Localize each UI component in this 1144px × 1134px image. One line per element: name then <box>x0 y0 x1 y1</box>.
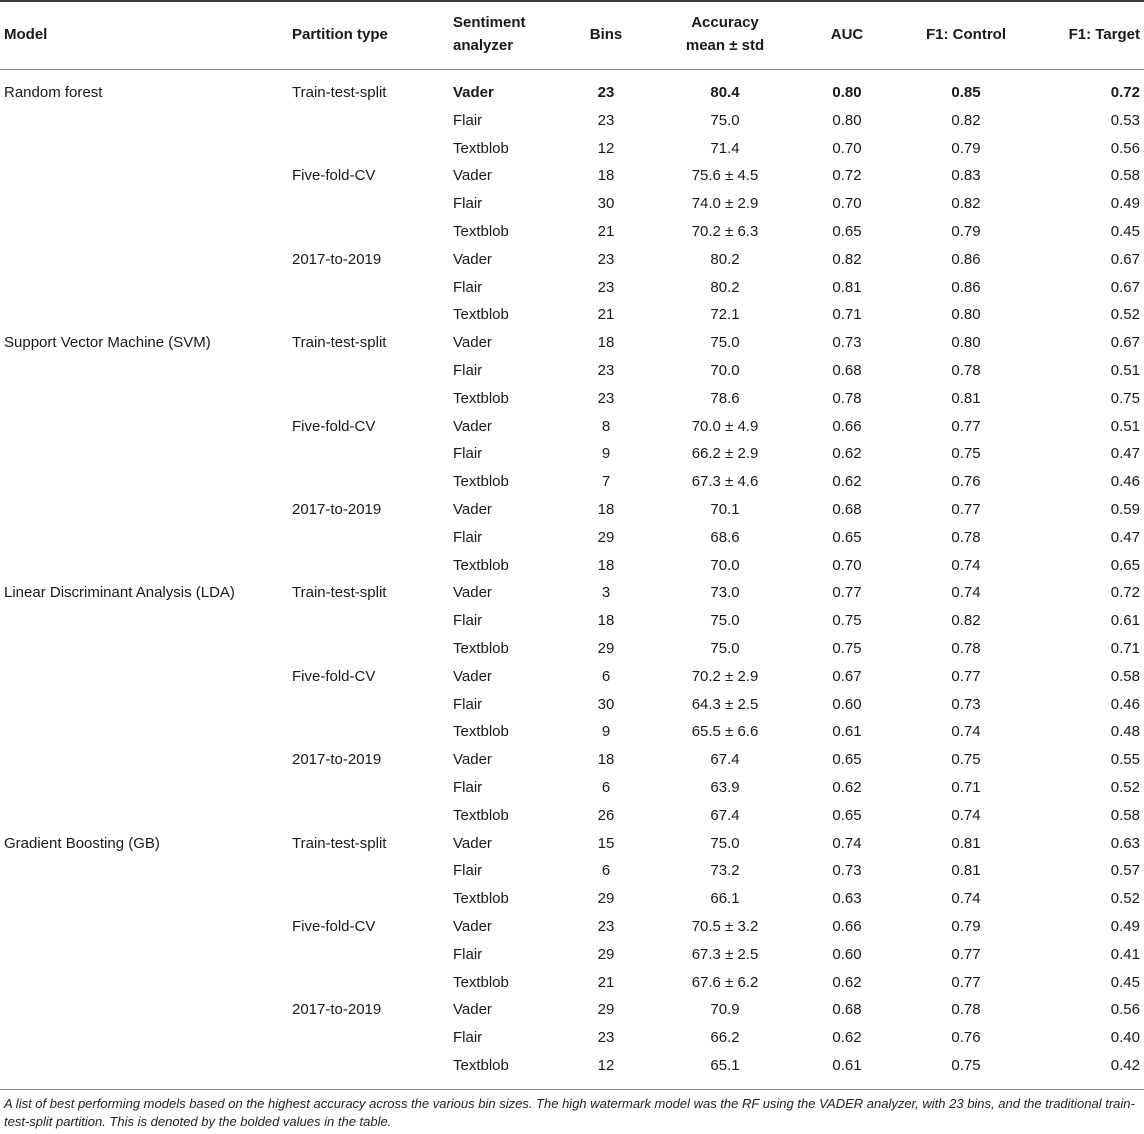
cell-f1-target: 0.51 <box>1110 417 1140 435</box>
cell-f1-target: 0.49 <box>1110 917 1140 935</box>
cell-partition-type: Train-test-split <box>292 334 387 352</box>
cell-f1-target: 0.47 <box>1110 528 1140 546</box>
cell-f1-target: 0.63 <box>1110 834 1140 852</box>
cell-auc: 0.73 <box>832 862 862 880</box>
table-row <box>0 190 1144 218</box>
cell-f1-control: 0.83 <box>951 167 981 185</box>
cell-auc: 0.62 <box>832 973 862 991</box>
cell-partition-type: Train-test-split <box>292 84 387 101</box>
cell-accuracy: 75.6 ± 4.5 <box>691 167 759 185</box>
cell-accuracy: 74.0 ± 2.9 <box>691 195 759 213</box>
table-row <box>0 774 1144 802</box>
cell-f1-control: 0.75 <box>951 1056 981 1074</box>
cell-sentiment-analyzer: Flair <box>453 528 483 546</box>
cell-sentiment-analyzer: Textblob <box>453 973 509 991</box>
cell-f1-target: 0.49 <box>1110 195 1140 213</box>
cell-accuracy: 66.2 ± 2.9 <box>691 445 759 463</box>
cell-bins: 18 <box>597 334 615 352</box>
cell-accuracy: 70.2 ± 6.3 <box>691 222 759 240</box>
cell-bins: 23 <box>597 1029 615 1047</box>
cell-auc: 0.71 <box>832 306 862 324</box>
header-sentiment-line2: analyzer <box>453 37 514 54</box>
cell-sentiment-analyzer: Textblob <box>453 473 509 491</box>
cell-sentiment-analyzer: Textblob <box>453 806 509 824</box>
cell-f1-target: 0.41 <box>1110 945 1140 963</box>
header-accuracy-line2: mean ± std <box>685 37 765 54</box>
cell-bins: 23 <box>597 250 615 268</box>
cell-partition-type: Train-test-split <box>292 834 387 852</box>
cell-f1-target: 0.72 <box>1110 84 1140 101</box>
cell-accuracy: 65.1 <box>710 1056 740 1074</box>
cell-f1-target: 0.47 <box>1110 445 1140 463</box>
cell-auc: 0.75 <box>832 612 862 630</box>
cell-f1-target: 0.55 <box>1110 751 1140 769</box>
cell-auc: 0.70 <box>832 195 862 213</box>
cell-f1-target: 0.40 <box>1110 1029 1140 1047</box>
cell-f1-target: 0.52 <box>1110 778 1140 796</box>
cell-accuracy: 73.0 <box>710 584 740 602</box>
cell-f1-target: 0.57 <box>1110 862 1140 880</box>
cell-f1-control: 0.82 <box>951 612 981 630</box>
cell-f1-control: 0.79 <box>951 222 981 240</box>
cell-sentiment-analyzer: Textblob <box>453 1056 509 1074</box>
cell-accuracy: 75.0 <box>710 639 740 657</box>
cell-auc: 0.65 <box>832 222 862 240</box>
cell-f1-control: 0.76 <box>951 473 981 491</box>
cell-f1-target: 0.45 <box>1110 973 1140 991</box>
cell-auc: 0.62 <box>832 1029 862 1047</box>
cell-f1-control: 0.78 <box>951 361 981 379</box>
table-row <box>0 607 1144 635</box>
cell-sentiment-analyzer: Vader <box>453 334 492 352</box>
cell-f1-target: 0.53 <box>1110 111 1140 129</box>
cell-sentiment-analyzer: Textblob <box>453 890 509 908</box>
cell-sentiment-analyzer: Flair <box>453 862 483 880</box>
cell-auc: 0.65 <box>832 806 862 824</box>
cell-auc: 0.65 <box>832 751 862 769</box>
cell-accuracy: 73.2 <box>710 862 740 880</box>
cell-bins: 26 <box>597 806 615 824</box>
cell-f1-control: 0.74 <box>951 806 981 824</box>
table-row <box>0 718 1144 746</box>
cell-f1-target: 0.42 <box>1110 1056 1140 1074</box>
header-partition-type: Partition type <box>292 26 388 43</box>
table-row <box>0 663 1144 691</box>
cell-bins: 18 <box>597 556 615 574</box>
cell-auc: 0.63 <box>832 890 862 908</box>
cell-auc: 0.61 <box>832 723 862 741</box>
cell-f1-control: 0.86 <box>951 278 981 296</box>
cell-bins: 6 <box>601 862 611 880</box>
table-caption: A list of best performing models based on the highest accuracy across the various bin sizes. The high watermark model was the RF using the VADER analyzer, with 23 bins, and the traditional train-test-split partition. This is denoted by the bolded values in the table. <box>4 1096 1135 1129</box>
cell-auc: 0.77 <box>832 584 862 602</box>
cell-f1-control: 0.74 <box>951 723 981 741</box>
cell-accuracy: 68.6 <box>710 528 740 546</box>
table-row <box>0 496 1144 524</box>
cell-accuracy: 65.5 ± 6.6 <box>691 723 759 741</box>
cell-model: Linear Discriminant Analysis (LDA) <box>4 584 235 602</box>
cell-f1-control: 0.78 <box>951 1001 981 1019</box>
cell-bins: 12 <box>597 1056 615 1074</box>
cell-sentiment-analyzer: Flair <box>453 695 483 713</box>
cell-sentiment-analyzer: Flair <box>453 278 483 296</box>
cell-bins: 9 <box>601 723 611 741</box>
cell-f1-target: 0.46 <box>1110 695 1140 713</box>
cell-f1-control: 0.85 <box>951 84 981 101</box>
cell-f1-target: 0.58 <box>1110 167 1140 185</box>
table-row <box>0 1024 1144 1052</box>
table-row <box>0 996 1144 1024</box>
cell-bins: 6 <box>601 778 611 796</box>
table-row <box>0 913 1144 941</box>
cell-model: Random forest <box>4 84 103 101</box>
cell-sentiment-analyzer: Flair <box>453 111 483 129</box>
table-row <box>0 413 1144 441</box>
cell-f1-control: 0.75 <box>951 751 981 769</box>
cell-sentiment-analyzer: Vader <box>453 1001 492 1019</box>
cell-bins: 29 <box>597 945 615 963</box>
cell-f1-target: 0.48 <box>1110 723 1140 741</box>
table-row <box>0 1052 1144 1080</box>
cell-auc: 0.66 <box>832 917 862 935</box>
table-row <box>0 830 1144 858</box>
cell-auc: 0.61 <box>832 1056 862 1074</box>
cell-f1-control: 0.74 <box>951 556 981 574</box>
cell-f1-control: 0.78 <box>951 528 981 546</box>
cell-auc: 0.62 <box>832 473 862 491</box>
cell-auc: 0.78 <box>832 389 862 407</box>
cell-auc: 0.80 <box>832 84 862 101</box>
header-bins: Bins <box>589 26 623 43</box>
cell-accuracy: 67.4 <box>710 751 740 769</box>
cell-f1-control: 0.79 <box>951 917 981 935</box>
cell-auc: 0.60 <box>832 695 862 713</box>
cell-accuracy: 75.0 <box>710 111 740 129</box>
cell-auc: 0.70 <box>832 139 862 157</box>
cell-sentiment-analyzer: Flair <box>453 945 483 963</box>
cell-f1-control: 0.74 <box>951 584 981 602</box>
cell-auc: 0.75 <box>832 639 862 657</box>
cell-f1-target: 0.51 <box>1110 361 1140 379</box>
header-sentiment-line1: Sentiment <box>453 14 526 31</box>
table-row <box>0 246 1144 274</box>
cell-f1-target: 0.45 <box>1110 222 1140 240</box>
cell-bins: 6 <box>601 667 611 685</box>
cell-bins: 8 <box>601 417 611 435</box>
cell-auc: 0.62 <box>832 778 862 796</box>
cell-auc: 0.68 <box>832 500 862 518</box>
cell-model: Gradient Boosting (GB) <box>4 834 160 852</box>
cell-accuracy: 70.0 <box>710 556 740 574</box>
cell-bins: 15 <box>597 834 615 852</box>
cell-f1-control: 0.71 <box>951 778 981 796</box>
cell-accuracy: 70.9 <box>710 1001 740 1019</box>
cell-f1-target: 0.65 <box>1110 556 1140 574</box>
cell-accuracy: 75.0 <box>710 334 740 352</box>
cell-partition-type: 2017-to-2019 <box>292 751 382 769</box>
cell-accuracy: 63.9 <box>710 778 740 796</box>
cell-accuracy: 80.4 <box>710 84 740 101</box>
cell-auc: 0.65 <box>832 528 862 546</box>
table-row <box>0 357 1144 385</box>
cell-bins: 18 <box>597 612 615 630</box>
cell-f1-control: 0.82 <box>951 111 981 129</box>
table-row <box>0 857 1144 885</box>
cell-bins: 23 <box>597 361 615 379</box>
cell-auc: 0.73 <box>832 334 862 352</box>
cell-bins: 29 <box>597 528 615 546</box>
cell-f1-target: 0.67 <box>1110 278 1140 296</box>
cell-bins: 9 <box>601 445 611 463</box>
cell-accuracy: 67.3 ± 2.5 <box>691 945 759 963</box>
cell-f1-control: 0.81 <box>951 862 981 880</box>
cell-sentiment-analyzer: Textblob <box>453 389 509 407</box>
table-row <box>0 79 1144 107</box>
cell-f1-control: 0.77 <box>951 973 981 991</box>
cell-f1-control: 0.76 <box>951 1029 981 1047</box>
cell-bins: 7 <box>601 473 611 491</box>
table-row <box>0 969 1144 997</box>
cell-sentiment-analyzer: Flair <box>453 445 483 463</box>
cell-f1-target: 0.72 <box>1110 584 1140 602</box>
cell-f1-control: 0.81 <box>951 834 981 852</box>
cell-bins: 18 <box>597 751 615 769</box>
cell-auc: 0.66 <box>832 417 862 435</box>
cell-sentiment-analyzer: Vader <box>453 84 494 101</box>
table-row <box>0 941 1144 969</box>
table-row <box>0 635 1144 663</box>
cell-bins: 29 <box>597 639 615 657</box>
cell-f1-target: 0.67 <box>1110 250 1140 268</box>
cell-accuracy: 70.5 ± 3.2 <box>691 917 759 935</box>
cell-f1-control: 0.77 <box>951 417 981 435</box>
cell-bins: 30 <box>597 695 615 713</box>
cell-partition-type: Five-fold-CV <box>292 917 376 935</box>
table-row <box>0 746 1144 774</box>
cell-sentiment-analyzer: Vader <box>453 500 492 518</box>
cell-bins: 21 <box>597 973 615 991</box>
table-row <box>0 691 1144 719</box>
cell-accuracy: 66.2 <box>710 1029 740 1047</box>
cell-accuracy: 70.0 <box>710 361 740 379</box>
cell-sentiment-analyzer: Flair <box>453 612 483 630</box>
cell-sentiment-analyzer: Vader <box>453 751 492 769</box>
cell-accuracy: 67.3 ± 4.6 <box>691 473 759 491</box>
table-row <box>0 162 1144 190</box>
table-header <box>0 0 1144 69</box>
cell-partition-type: Five-fold-CV <box>292 167 376 185</box>
table-row <box>0 301 1144 329</box>
cell-bins: 23 <box>597 389 615 407</box>
cell-bins: 29 <box>597 890 615 908</box>
cell-f1-target: 0.61 <box>1110 612 1140 630</box>
cell-f1-target: 0.56 <box>1110 1001 1140 1019</box>
cell-auc: 0.62 <box>832 445 862 463</box>
cell-bins: 23 <box>597 917 615 935</box>
table-row <box>0 107 1144 135</box>
table-row <box>0 552 1144 580</box>
table-row <box>0 468 1144 496</box>
cell-partition-type: Five-fold-CV <box>292 667 376 685</box>
cell-sentiment-analyzer: Vader <box>453 584 492 602</box>
cell-sentiment-analyzer: Vader <box>453 667 492 685</box>
cell-bins: 21 <box>597 306 615 324</box>
header-accuracy-line1: Accuracy <box>691 14 759 31</box>
cell-sentiment-analyzer: Textblob <box>453 139 509 157</box>
cell-f1-target: 0.71 <box>1110 639 1140 657</box>
cell-sentiment-analyzer: Flair <box>453 778 483 796</box>
cell-partition-type: Five-fold-CV <box>292 417 376 435</box>
table-body <box>0 79 1144 1080</box>
cell-f1-control: 0.80 <box>951 334 981 352</box>
table-row <box>0 579 1144 607</box>
cell-accuracy: 66.1 <box>710 890 740 908</box>
cell-bins: 23 <box>597 111 615 129</box>
cell-sentiment-analyzer: Textblob <box>453 222 509 240</box>
cell-accuracy: 67.4 <box>710 806 740 824</box>
header-f1-target: F1: Target <box>1068 26 1140 43</box>
cell-accuracy: 78.6 <box>710 389 740 407</box>
cell-auc: 0.60 <box>832 945 862 963</box>
cell-f1-target: 0.46 <box>1110 473 1140 491</box>
cell-bins: 21 <box>597 222 615 240</box>
cell-accuracy: 75.0 <box>710 834 740 852</box>
cell-sentiment-analyzer: Vader <box>453 917 492 935</box>
cell-f1-control: 0.79 <box>951 139 981 157</box>
cell-accuracy: 70.1 <box>710 500 740 518</box>
cell-accuracy: 71.4 <box>710 139 740 157</box>
cell-sentiment-analyzer: Vader <box>453 417 492 435</box>
cell-accuracy: 80.2 <box>710 250 740 268</box>
cell-auc: 0.68 <box>832 1001 862 1019</box>
cell-bins: 23 <box>597 84 615 101</box>
cell-auc: 0.81 <box>832 278 862 296</box>
cell-bins: 18 <box>597 500 615 518</box>
cell-partition-type: 2017-to-2019 <box>292 1001 382 1019</box>
cell-accuracy: 70.2 ± 2.9 <box>691 667 759 685</box>
cell-sentiment-analyzer: Flair <box>453 1029 483 1047</box>
cell-sentiment-analyzer: Flair <box>453 361 483 379</box>
cell-partition-type: 2017-to-2019 <box>292 250 382 268</box>
cell-accuracy: 72.1 <box>710 306 740 324</box>
cell-accuracy: 80.2 <box>710 278 740 296</box>
cell-auc: 0.82 <box>832 250 862 268</box>
cell-sentiment-analyzer: Textblob <box>453 723 509 741</box>
cell-auc: 0.74 <box>832 834 862 852</box>
cell-f1-control: 0.81 <box>951 389 981 407</box>
cell-f1-control: 0.82 <box>951 195 981 213</box>
cell-sentiment-analyzer: Vader <box>453 250 492 268</box>
cell-model: Support Vector Machine (SVM) <box>4 334 211 352</box>
table-row <box>0 885 1144 913</box>
cell-auc: 0.70 <box>832 556 862 574</box>
cell-bins: 18 <box>597 167 615 185</box>
cell-bins: 29 <box>597 1001 615 1019</box>
cell-f1-control: 0.77 <box>951 945 981 963</box>
cell-f1-target: 0.67 <box>1110 334 1140 352</box>
cell-f1-control: 0.77 <box>951 500 981 518</box>
cell-accuracy: 75.0 <box>710 612 740 630</box>
header-f1-control: F1: Control <box>926 26 1006 43</box>
header-accuracy <box>650 11 800 57</box>
cell-sentiment-analyzer: Flair <box>453 195 483 213</box>
cell-auc: 0.67 <box>832 667 862 685</box>
cell-f1-target: 0.58 <box>1110 667 1140 685</box>
cell-sentiment-analyzer: Textblob <box>453 556 509 574</box>
cell-f1-target: 0.59 <box>1110 500 1140 518</box>
cell-f1-target: 0.56 <box>1110 139 1140 157</box>
header-auc: AUC <box>830 26 864 43</box>
table-row <box>0 135 1144 163</box>
cell-f1-target: 0.52 <box>1110 890 1140 908</box>
cell-f1-control: 0.75 <box>951 445 981 463</box>
cell-sentiment-analyzer: Textblob <box>453 639 509 657</box>
table-row <box>0 440 1144 468</box>
table-row <box>0 385 1144 413</box>
cell-accuracy: 67.6 ± 6.2 <box>691 973 759 991</box>
cell-partition-type: Train-test-split <box>292 584 387 602</box>
cell-sentiment-analyzer: Vader <box>453 167 492 185</box>
cell-f1-control: 0.80 <box>951 306 981 324</box>
cell-bins: 3 <box>601 584 611 602</box>
table-row <box>0 524 1144 552</box>
cell-f1-control: 0.73 <box>951 695 981 713</box>
cell-sentiment-analyzer: Vader <box>453 834 492 852</box>
cell-f1-control: 0.86 <box>951 250 981 268</box>
cell-f1-target: 0.58 <box>1110 806 1140 824</box>
header-model: Model <box>4 26 48 43</box>
cell-f1-control: 0.74 <box>951 890 981 908</box>
header-sentiment-analyzer <box>453 11 526 57</box>
cell-accuracy: 64.3 ± 2.5 <box>691 695 759 713</box>
header-divider-rule <box>0 69 1144 70</box>
cell-accuracy: 70.0 ± 4.9 <box>691 417 759 435</box>
cell-bins: 12 <box>597 139 615 157</box>
table-row <box>0 802 1144 830</box>
cell-bins: 23 <box>597 278 615 296</box>
table-row <box>0 329 1144 357</box>
cell-f1-control: 0.77 <box>951 667 981 685</box>
cell-auc: 0.68 <box>832 361 862 379</box>
cell-f1-control: 0.78 <box>951 639 981 657</box>
cell-sentiment-analyzer: Textblob <box>453 306 509 324</box>
table-bottom-rule <box>0 1089 1144 1090</box>
cell-auc: 0.80 <box>832 111 862 129</box>
cell-f1-target: 0.75 <box>1110 389 1140 407</box>
cell-auc: 0.72 <box>832 167 862 185</box>
cell-f1-target: 0.52 <box>1110 306 1140 324</box>
cell-partition-type: 2017-to-2019 <box>292 500 382 518</box>
cell-bins: 30 <box>597 195 615 213</box>
table-row <box>0 218 1144 246</box>
table-row <box>0 274 1144 302</box>
